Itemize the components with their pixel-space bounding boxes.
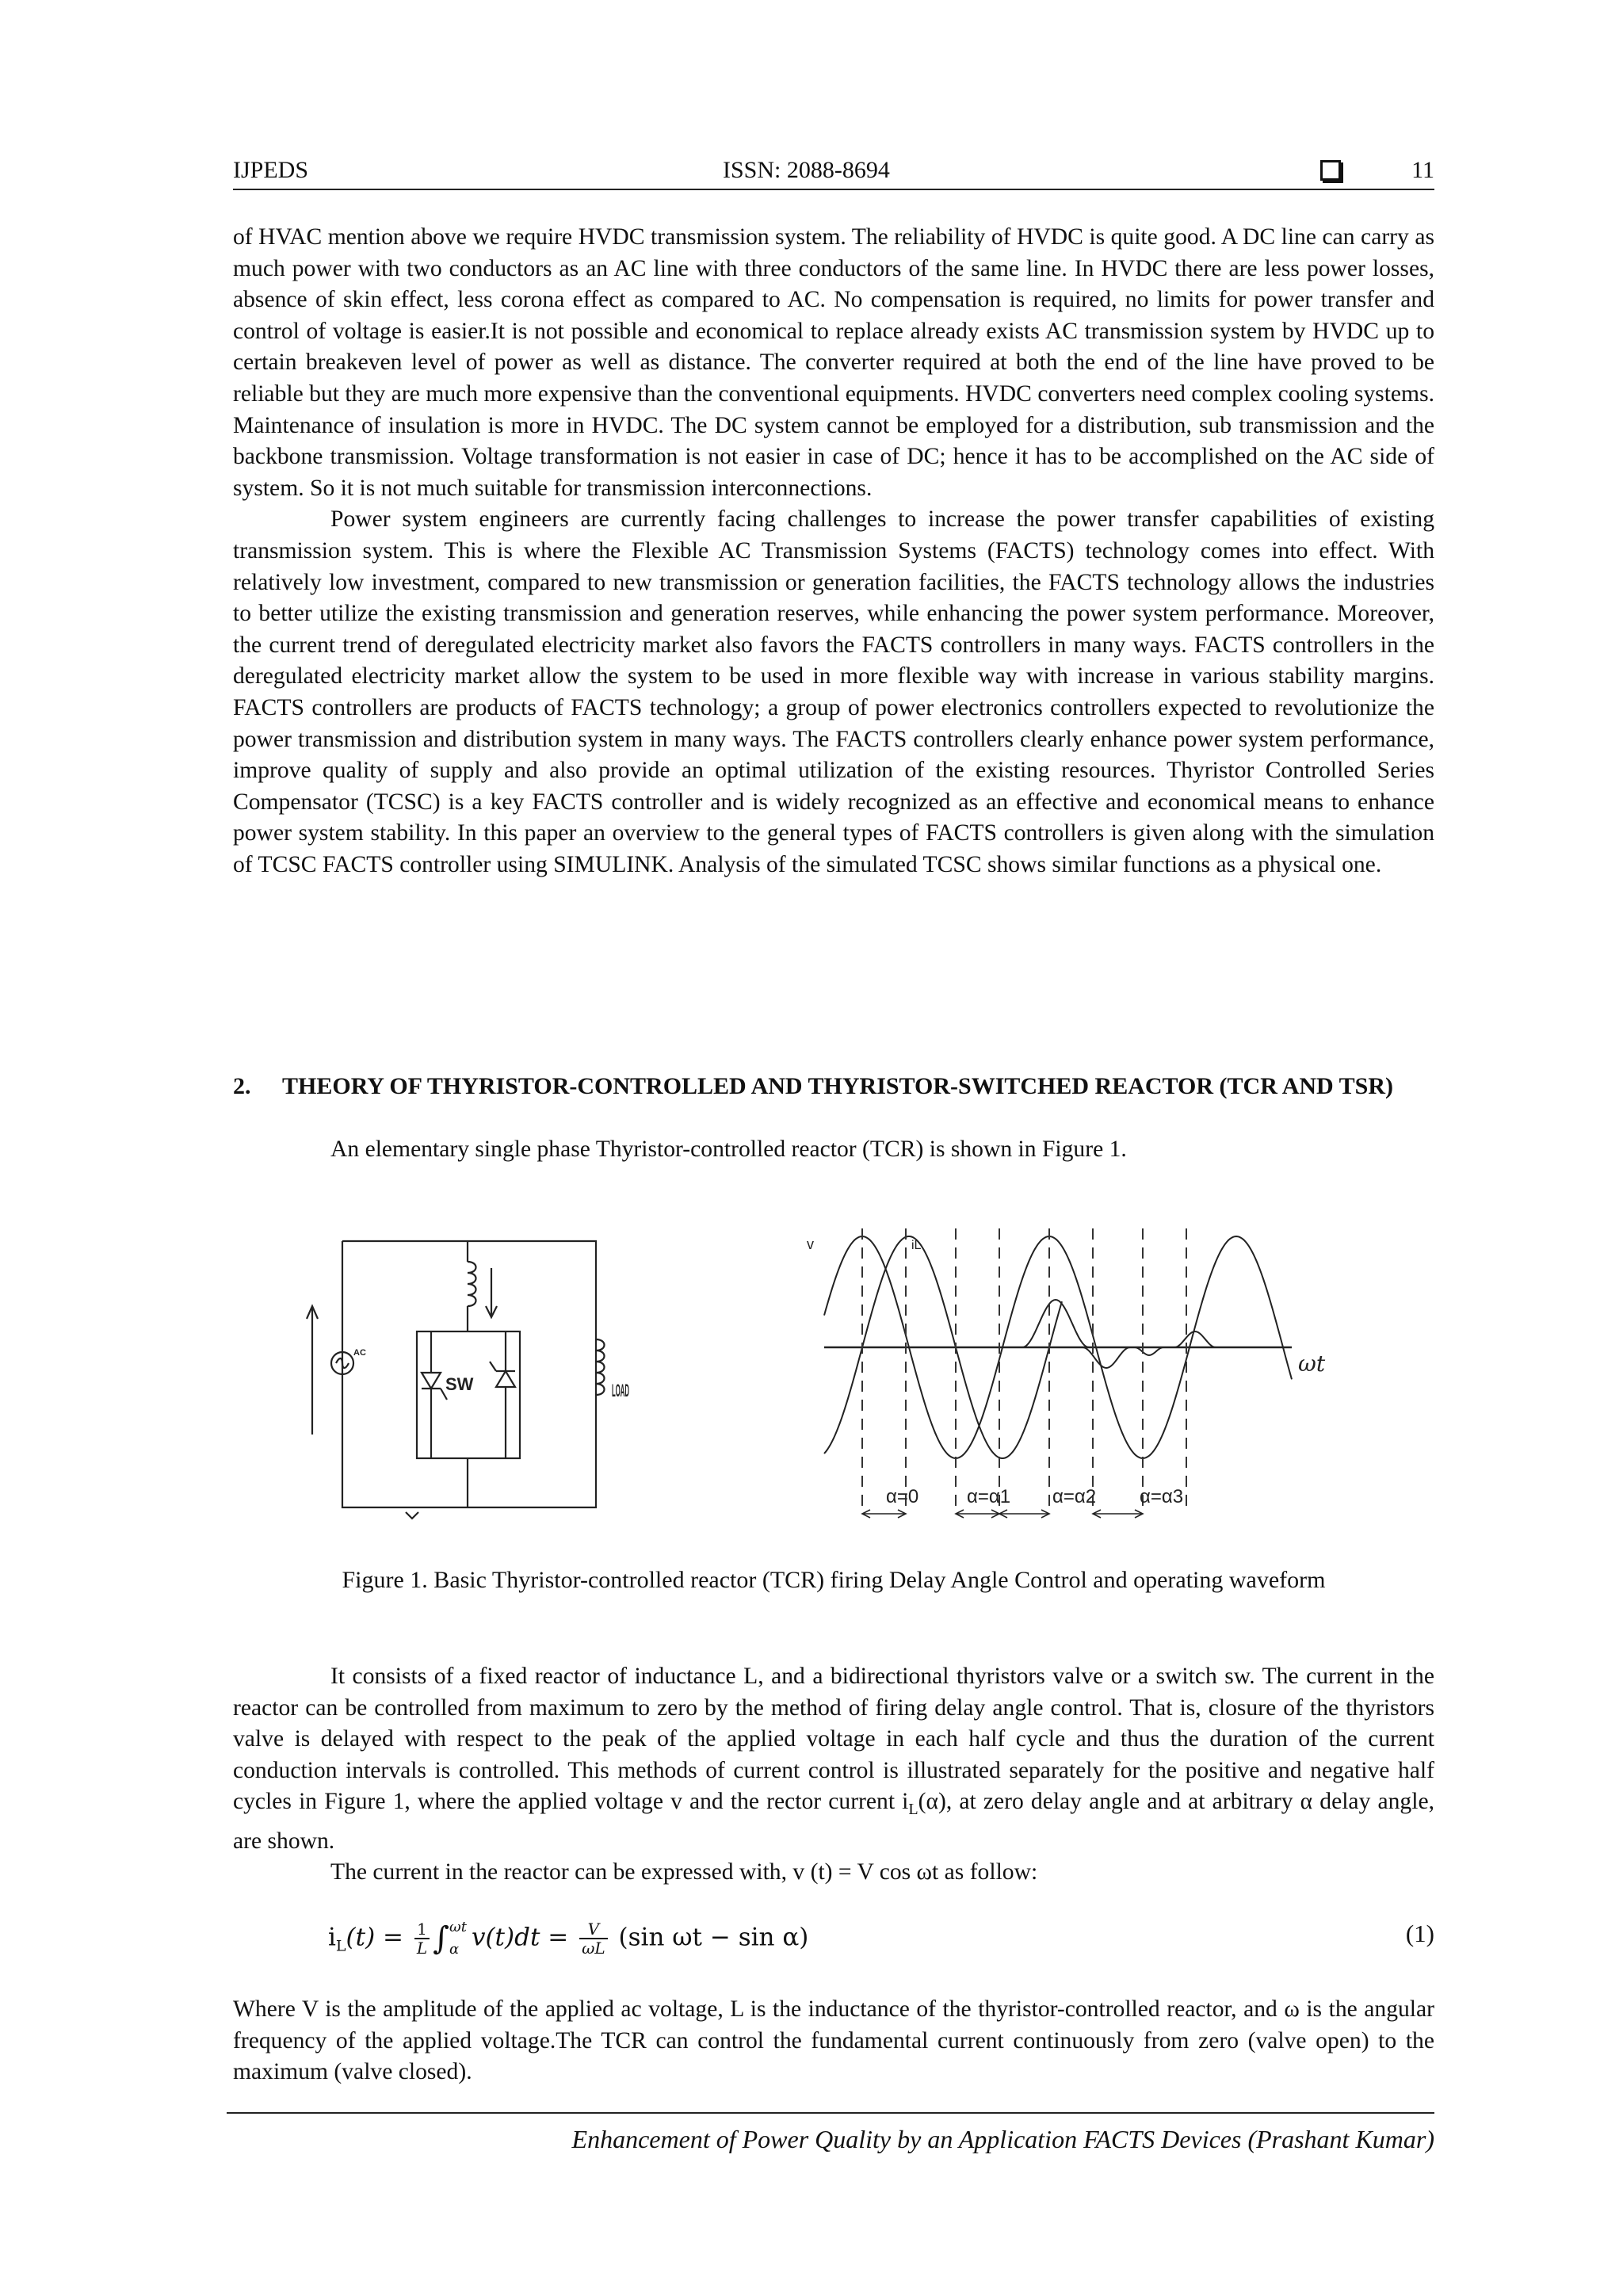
body-text-bottom [233,1994,1434,2088]
equation-body [328,1916,808,1961]
integral-sign-icon: ∫ [433,1920,450,1957]
voltage-label: v [807,1236,814,1252]
section-title: THEORY OF THYRISTOR-CONTROLLED AND THYRISTOR-SWITCHED REACTOR (TCR AND TSR) [282,1073,1394,1099]
current-label: iL [911,1239,922,1252]
paragraph-tcr-a: It consists of a fixed reactor of inductance L, and a bidirectional thyristors valve or a switch sw. The current in the reactor can be controlled from maximum to zero by the method of firing delay angle control. That is, closure of the thyristors valve is delayed with respect to the peak of the applied voltage in each half cycle and thus the duration of the current conduction intervals is controlled. This methods of current control is illustrated separately for the positive and negative half cycles in Figure 1, where the applied voltage v and the rector current i [233,1664,1434,1815]
eq-frac-V-over-omegaL [579,1920,608,1957]
page-footer [227,2112,1434,2154]
subscript-L: L [908,1801,918,1819]
current-pulse-alpha2-neg [1083,1347,1130,1368]
frac1-num: 1 [414,1920,430,1939]
equation-number: (1) [1405,1920,1434,1947]
page-number: 11 [1411,157,1434,183]
eq-integrand: v(t)dt = [471,1923,569,1952]
paragraph-hvdc: of HVAC mention above we require HVDC transmission system. The reliability of HVDC is quite good. A DC line can carry as much power with two conductors as an AC line with three conductors of the same line. In HVDC there are less power losses, absence of skin effect, less corona effect as compared to AC. No compensation is required, no limits for power transfer and control of voltage is easier.It is not possible and economical to replace already exists AC transmission system by HVDC up to certain breakeven level of power as well as distance. The converter required at both the end of the line have proved to be reliable but they are much more expensive than the conventional equipments. HVDC converters need complex cooling systems. Maintenance of insulation is more in HVDC. The DC system cannot be employed for a distribution, sub transmission and the backbone transmission. Voltage transformation is not easier in case of DC; hence it has to be accomplished on the AC side of system. So it is not much suitable for transmission interconnections. [233,224,1434,501]
paragraph-facts: Power system engineers are currently facing challenges to increase the power transfer capabilities of existing transmission system. This is where the Flexible AC Transmission Systems (FACTS) technology comes into effect. With relatively low investment, compared to new transmission or generation facilities, the FACTS technology allows the industries to better utilize the existing transmission and generation reserves, while enhancing the power system performance. Moreover, the current trend of deregulated electricity market also favors the FACTS controllers in many ways. FACTS controllers in the deregulated electricity market allow the system to be used in more flexible way with increase in various stability margins. FACTS controllers are products of FACTS technology; a group of power electronics controllers expected to revolutionize the power transmission and distribution system in many ways. The FACTS controllers clearly enhance power system performance, improve quality of supply and also provide an optimal utilization of the existing resources. Thyristor Controlled Series Compensator (TCSC) is a key FACTS controller and is widely recognized as an effective and economical means to enhance power system stability. In this paper an overview to the general types of FACTS controllers is given along with the simulation of TCSC FACTS controller using SIMULINK. Analysis of the simulated TCSC shows similar functions as a physical one. [233,506,1434,877]
section-number: 2. [233,1073,251,1099]
load-label: LOAD [612,1381,629,1400]
section-heading [233,1071,1434,1102]
ac-label: AC [353,1348,366,1358]
section-intro [233,1134,1434,1166]
paragraph-tcr-description [233,1661,1434,1857]
tcr-waveform-plot [800,1213,1339,1545]
current-pulse-alpha3-neg [1135,1347,1163,1355]
body-text-top [233,222,1434,881]
angle-label-0: α=0 [886,1486,919,1507]
load-inductor [596,1339,605,1395]
int-upper: ωt [449,1919,467,1935]
paragraph-current-expr: The current in the reactor can be expressed with, v (t) = V cos ωt as follow: [330,1859,1038,1885]
tcr-circuit-diagram [301,1213,634,1522]
axis-label-omega-t: ωt [1298,1350,1326,1377]
paragraph-tcr-b: (α), at zero delay angle and at arbitrary α delay angle, are shown. [233,1789,1434,1854]
int-lower: α [449,1941,460,1958]
eq-lhs-rest: (t) = [346,1923,404,1952]
eq-rhs: (sin ωt − sin α) [618,1923,809,1952]
body-text-middle [233,1661,1434,1889]
current-pulse-alpha3-pos [1174,1331,1216,1347]
angle-label-2: α=α2 [1052,1486,1097,1507]
eq-lhs-i: i [328,1923,336,1952]
eq-frac-1-over-L [414,1920,430,1957]
issn: ISSN: 2088-8694 [723,157,890,183]
figure-caption: Figure 1. Basic Thyristor-controlled reactor (TCR) firing Delay Angle Control and operating waveform [342,1567,1326,1593]
switch-label: SW [445,1374,474,1394]
frac1-den: L [416,1939,428,1958]
journal-name: IJPEDS [233,157,309,183]
footer-title: Enhancement of Power Quality by an Application FACTS Devices (Prashant Kumar) [571,2125,1434,2153]
equation-1 [233,1916,1434,1964]
thyristor-valve-box [417,1331,520,1458]
paragraph-where: Where V is the amplitude of the applied ac voltage, L is the inductance of the thyristor-controlled reactor, and ω is the angular frequency of the applied voltage.The TCR can control the fundamental current continuously from zero (valve open) to the maximum (valve closed). [233,1996,1434,2085]
angle-label-3: α=α3 [1140,1486,1184,1507]
section-intro-text: An elementary single phase Thyristor-controlled reactor (TCR) is shown in Figure 1. [330,1137,1127,1162]
integral-limits [449,1916,467,1961]
angle-label-1: α=α1 [967,1486,1011,1507]
reactor-inductor [468,1262,476,1306]
eq-lhs-sub: L [335,1937,346,1955]
frac2-den: ωL [582,1939,605,1958]
page-header [233,155,1434,190]
square-bullet-icon [1320,160,1341,181]
frac2-num: V [579,1920,608,1939]
